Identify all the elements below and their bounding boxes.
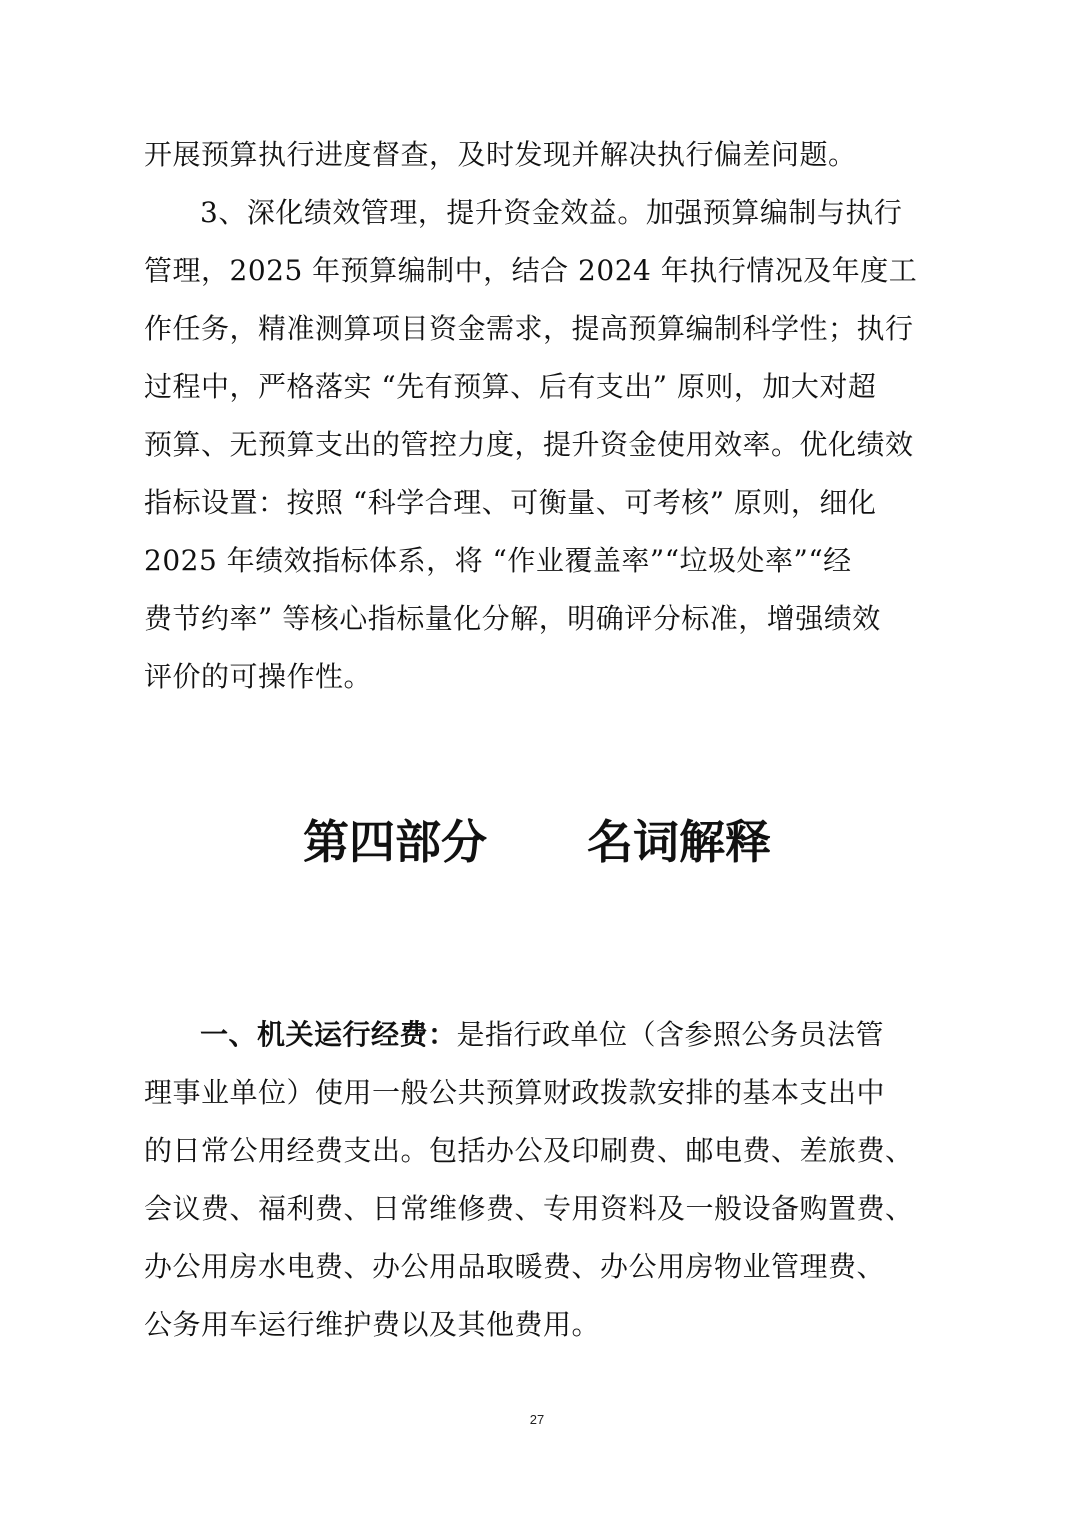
paragraph-line: 3、深化绩效管理，提升资金效益。加强预算编制与执行 xyxy=(200,196,903,229)
paragraph-line: 的日常公用经费支出。包括办公及印刷费、邮电费、差旅费、 xyxy=(144,1134,914,1167)
paragraph-line: 过程中，严格落实 “先有预算、后有支出” 原则，加大对超 xyxy=(144,370,877,403)
definition-term: 一、机关运行经费： xyxy=(200,1018,457,1051)
part-title: 名词解释 xyxy=(587,815,771,869)
paragraph-line: 作任务，精准测算项目资金需求，提高预算编制科学性；执行 xyxy=(144,312,914,345)
paragraph-line: 2025 年绩效指标体系，将 “作业覆盖率”“垃圾处率”“经 xyxy=(144,544,852,577)
paragraph-line: 费节约率” 等核心指标量化分解，明确评分标准，增强绩效 xyxy=(144,602,881,635)
paragraph-line: 评价的可操作性。 xyxy=(144,660,373,693)
paragraph-line: 开展预算执行进度督查，及时发现并解决执行偏差问题。 xyxy=(144,138,857,171)
page-number: 27 xyxy=(529,1412,545,1427)
definition-first-line xyxy=(200,1015,980,1055)
paragraph-line: 会议费、福利费、日常维修费、专用资料及一般设备购置费、 xyxy=(144,1192,914,1225)
paragraph-line: 指标设置：按照 “科学合理、可衡量、可考核” 原则，细化 xyxy=(144,486,877,519)
paragraph-line: 理事业单位）使用一般公共预算财政拨款安排的基本支出中 xyxy=(144,1076,886,1109)
paragraph-line: 管理，2025 年预算编制中，结合 2024 年执行情况及年度工 xyxy=(144,254,918,287)
part-number: 第四部分 xyxy=(303,815,487,869)
paragraph-line: 预算、无预算支出的管控力度，提升资金使用效率。优化绩效 xyxy=(144,428,914,461)
paragraph-line: 办公用房水电费、办公用品取暖费、办公用房物业管理费、 xyxy=(144,1250,886,1283)
definition-text: 是指行政单位（含参照公务员法管 xyxy=(456,1018,885,1051)
part-heading xyxy=(0,812,1074,872)
paragraph-line: 公务用车运行维护费以及其他费用。 xyxy=(144,1308,601,1341)
